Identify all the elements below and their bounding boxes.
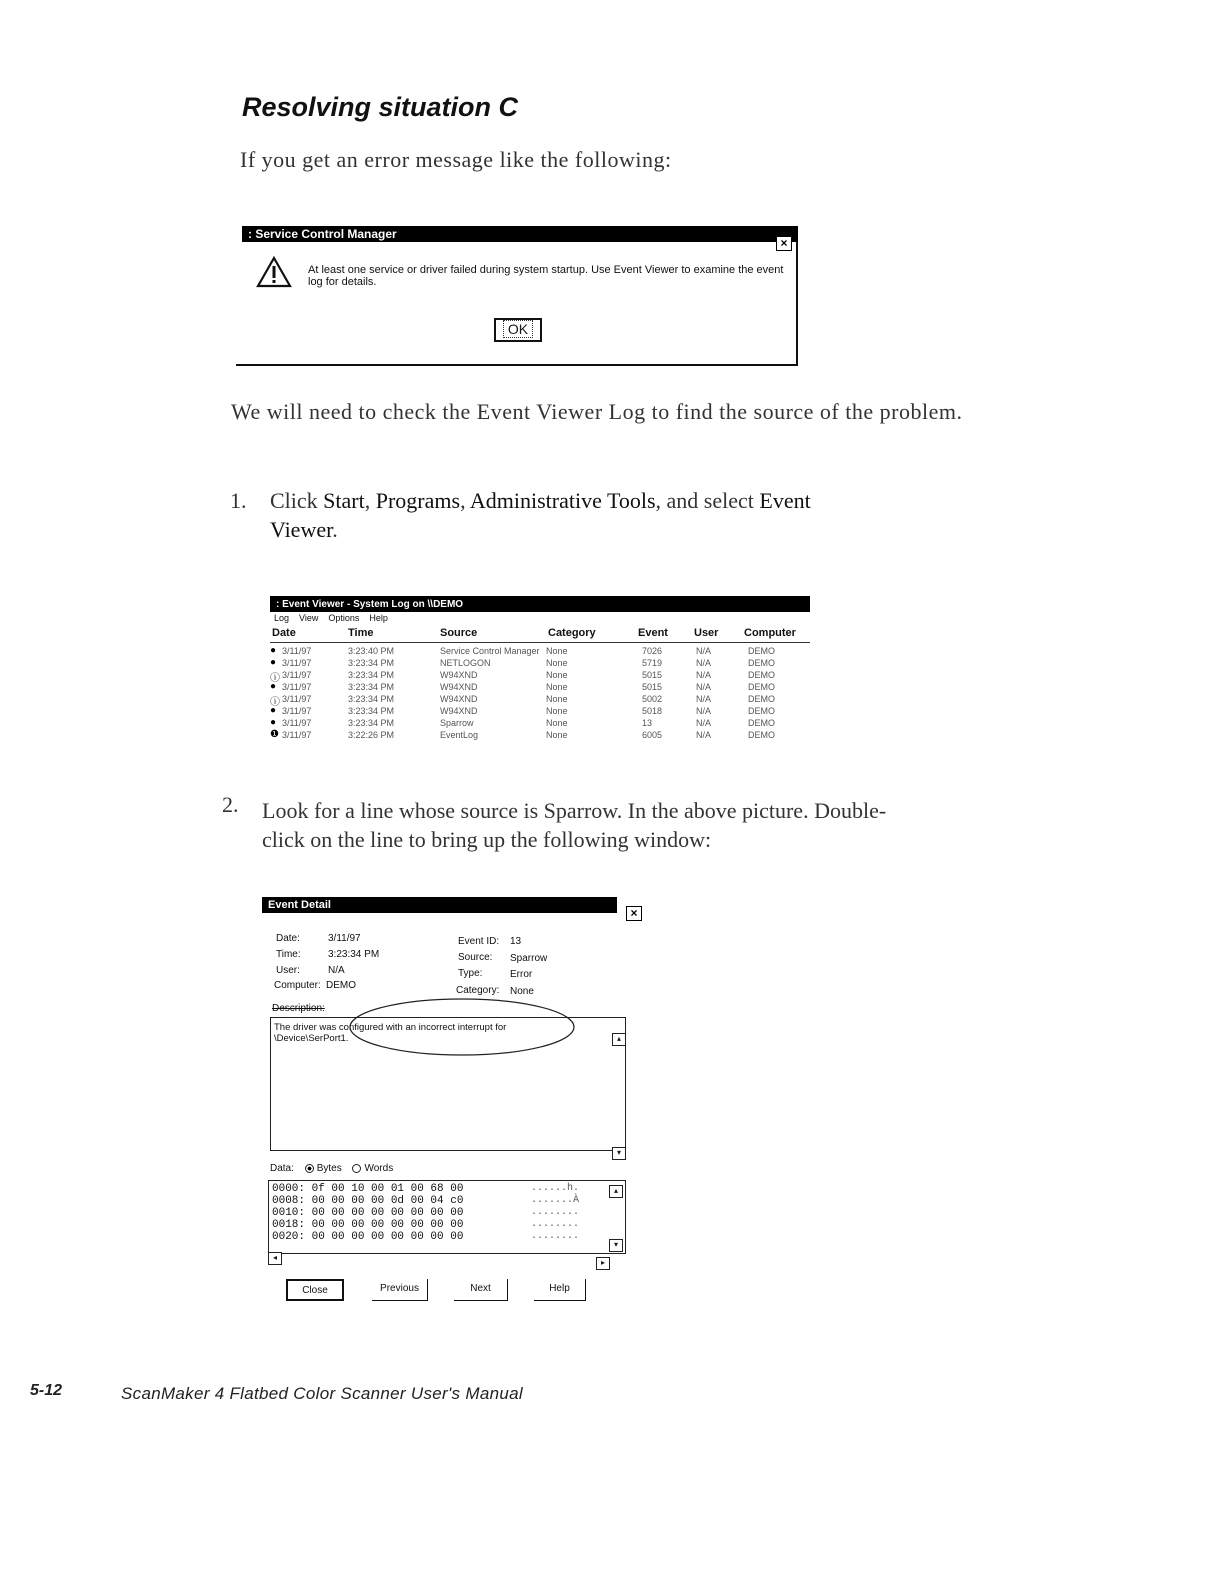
ev-cell-user[interactable]: N/A <box>696 694 712 704</box>
ev-cell-date[interactable]: 3/11/97 <box>282 718 312 728</box>
source-label: Source: <box>458 952 493 963</box>
scm-border-right <box>796 242 798 366</box>
step2-text <box>262 796 1022 854</box>
category-value: None <box>510 986 534 997</box>
step2-number: 2. <box>222 792 239 817</box>
ev-cell-category[interactable]: None <box>546 694 568 704</box>
ev-cell-source[interactable]: Service Control Manager <box>440 646 540 656</box>
ev-cell-event[interactable]: 7026 <box>642 646 663 656</box>
ev-cell-date[interactable]: 3/11/97 <box>282 730 312 740</box>
data-scroll-up-icon[interactable]: ▴ <box>609 1185 623 1198</box>
data-scroll-left-icon[interactable]: ◂ <box>268 1252 282 1265</box>
close-button[interactable]: Close <box>286 1279 344 1301</box>
ev-cell-category[interactable]: None <box>546 682 568 692</box>
menu-help[interactable]: Help <box>369 613 388 623</box>
step1-sep1: , <box>364 488 376 513</box>
ev-title: : Event Viewer - System Log on \\DEMO <box>276 598 464 610</box>
event-type-icon: ● <box>270 705 277 716</box>
ev-cell-time[interactable]: 3:22:26 PM <box>348 730 395 740</box>
step1-pre: Click <box>270 488 324 513</box>
ev-cell-user[interactable]: N/A <box>696 646 712 656</box>
step1-number: 1. <box>230 488 247 513</box>
date-label: Date: <box>276 933 300 944</box>
type-value: Error <box>510 969 533 980</box>
ev-cell-category[interactable]: None <box>546 706 568 716</box>
ev-cell-computer[interactable]: DEMO <box>748 706 775 716</box>
ev-cell-date[interactable]: 3/11/97 <box>282 682 312 692</box>
ev-menubar <box>274 613 388 623</box>
col-computer[interactable]: Computer <box>744 627 796 639</box>
step1-viewer: Viewer <box>270 517 333 542</box>
category-label: Category: <box>456 985 500 996</box>
ev-cell-source[interactable]: W94XND <box>440 670 478 680</box>
ev-cell-source[interactable]: NETLOGON <box>440 658 491 668</box>
section-heading: Resolving situation C <box>242 92 519 122</box>
col-time[interactable]: Time <box>348 627 374 639</box>
ev-cell-user[interactable]: N/A <box>696 730 712 740</box>
step1-programs: Programs <box>375 488 461 513</box>
ev-cell-category[interactable]: None <box>546 670 568 680</box>
ev-cell-date[interactable]: 3/11/97 <box>282 706 312 716</box>
ev-cell-time[interactable]: 3:23:34 PM <box>348 670 395 680</box>
footer-page-number: 5-12 <box>30 1382 63 1399</box>
step2-line2: click on the line to bring up the following window: <box>262 827 712 852</box>
ev-cell-date[interactable]: 3/11/97 <box>282 658 312 668</box>
ev-cell-computer[interactable]: DEMO <box>748 694 775 704</box>
hex-data-box[interactable] <box>268 1180 626 1254</box>
event-viewer-window <box>270 596 810 758</box>
check-log-paragraph: We will need to check the Event Viewer Log to find the source of the problem. <box>231 399 963 424</box>
ev-cell-event[interactable]: 5018 <box>642 706 663 716</box>
event-type-icon: ● <box>270 717 277 728</box>
step1-event: Event <box>759 488 811 513</box>
ev-cell-event[interactable]: 6005 <box>642 730 663 740</box>
data-scroll-down-icon[interactable]: ▾ <box>609 1239 623 1252</box>
ascii-row: ........ <box>531 1207 580 1218</box>
description-text: The driver was configured with an incorrect interrupt for \Device\SerPort1. <box>274 1022 507 1044</box>
data-label: Data: <box>270 1163 294 1174</box>
time-value: 3:23:34 PM <box>328 949 380 960</box>
ed-titlebar <box>262 897 617 913</box>
description-label: Description: <box>272 1003 325 1014</box>
help-button[interactable]: Help <box>534 1279 586 1301</box>
computer-label: Computer: <box>274 980 321 991</box>
ev-cell-date[interactable]: 3/11/97 <box>282 670 312 680</box>
computer-value: DEMO <box>326 980 356 991</box>
ev-cell-user[interactable]: N/A <box>696 718 712 728</box>
event-type-icon: ● <box>270 681 277 692</box>
menu-view[interactable]: View <box>299 613 319 623</box>
date-value: 3/11/97 <box>328 933 361 944</box>
ev-cell-source[interactable]: EventLog <box>440 730 479 740</box>
data-radio-group <box>270 1163 393 1174</box>
time-label: Time: <box>276 949 301 960</box>
hex-row: 0020: 00 00 00 00 00 00 00 00 <box>272 1231 464 1243</box>
ascii-row: ........ <box>531 1231 580 1242</box>
ev-cell-date[interactable]: 3/11/97 <box>282 646 312 656</box>
ev-cell-computer[interactable]: DEMO <box>748 646 775 656</box>
event-type-icon: ⓘ <box>270 673 280 684</box>
ed-close-icon[interactable]: × <box>626 906 642 921</box>
ev-cell-time[interactable]: 3:23:40 PM <box>348 646 395 656</box>
event-type-icon: ❶ <box>270 729 279 740</box>
ev-cell-user[interactable]: N/A <box>696 658 712 668</box>
data-scroll-right-icon[interactable]: ▸ <box>596 1257 610 1270</box>
words-radio[interactable] <box>352 1164 361 1173</box>
col-event[interactable]: Event <box>638 627 668 639</box>
ev-cell-event[interactable]: 5002 <box>642 694 663 704</box>
desc-scroll-down-icon[interactable]: ▾ <box>612 1147 626 1160</box>
hex-row: 0000: 0f 00 10 00 01 00 68 00 <box>272 1183 464 1195</box>
words-label: Words <box>364 1163 394 1174</box>
ev-cell-event[interactable]: 13 <box>642 718 653 728</box>
ev-titlebar <box>270 596 810 612</box>
ev-cell-event[interactable]: 5015 <box>642 670 663 680</box>
ev-cell-source[interactable]: W94XND <box>440 706 478 716</box>
col-category[interactable]: Category <box>548 627 596 639</box>
ev-cell-user[interactable]: N/A <box>696 706 712 716</box>
ascii-row: ......h. <box>531 1183 580 1194</box>
ev-cell-source[interactable]: W94XND <box>440 682 478 692</box>
previous-button[interactable]: Previous <box>372 1279 428 1301</box>
ev-cell-source[interactable]: W94XND <box>440 694 478 704</box>
col-source[interactable]: Source <box>440 627 478 639</box>
ev-cell-computer[interactable]: DEMO <box>748 718 775 728</box>
ev-cell-computer[interactable]: DEMO <box>748 730 775 740</box>
bytes-label: Bytes <box>316 1163 342 1174</box>
ev-cell-category[interactable]: None <box>546 658 568 668</box>
ascii-row: .......À <box>531 1195 580 1206</box>
ev-cell-time[interactable]: 3:23:34 PM <box>348 694 395 704</box>
service-control-manager-dialog <box>242 226 798 366</box>
step2-line1: Look for a line whose source is Sparrow. In the above picture. Double- <box>262 798 887 823</box>
ev-cell-time[interactable]: 3:23:34 PM <box>348 658 395 668</box>
step1-end: . <box>332 517 338 542</box>
step1-admin-tools: Administrative Tools <box>469 488 656 513</box>
step1-mid: , and select <box>655 488 760 513</box>
ascii-row: ........ <box>531 1219 580 1230</box>
desc-scroll-up-icon[interactable]: ▴ <box>612 1033 626 1046</box>
hex-row: 0010: 00 00 00 00 00 00 00 00 <box>272 1207 464 1219</box>
ok-label: OK <box>503 320 533 338</box>
event-id-label: Event ID: <box>458 936 500 947</box>
next-button[interactable]: Next <box>454 1279 508 1301</box>
scm-titlebar <box>242 226 798 242</box>
user-label: User: <box>276 965 300 976</box>
ev-cell-event[interactable]: 5015 <box>642 682 663 692</box>
ev-cell-category[interactable]: None <box>546 718 568 728</box>
ev-cell-time[interactable]: 3:23:34 PM <box>348 718 395 728</box>
scm-border-bottom <box>236 364 798 366</box>
ev-cell-computer[interactable]: DEMO <box>748 670 775 680</box>
ed-title: Event Detail <box>268 899 331 911</box>
ok-button[interactable] <box>494 318 542 342</box>
ev-cell-category[interactable]: None <box>546 730 568 740</box>
scm-title: : Service Control Manager <box>248 227 397 241</box>
ev-cell-category[interactable]: None <box>546 646 568 656</box>
menu-log[interactable]: Log <box>274 613 290 623</box>
ev-cell-user[interactable]: N/A <box>696 670 712 680</box>
ev-cell-event[interactable]: 5719 <box>642 658 663 668</box>
hex-row: 0008: 00 00 00 00 0d 00 04 c0 <box>272 1195 464 1207</box>
bytes-radio[interactable] <box>305 1164 314 1173</box>
ev-cell-computer[interactable]: DEMO <box>748 658 775 668</box>
col-user[interactable]: User <box>694 627 719 639</box>
scm-message: At least one service or driver failed during system startup. Use Event Viewer to examine the event log for details. <box>308 264 784 288</box>
event-detail-window <box>262 897 647 1317</box>
footer-title: ScanMaker 4 Flatbed Color Scanner User's Manual <box>121 1384 523 1403</box>
ev-header-divider <box>270 642 810 643</box>
event-type-icon: ● <box>270 657 277 668</box>
event-type-icon: ● <box>270 645 277 656</box>
type-label: Type: <box>458 968 483 979</box>
source-value: Sparrow <box>510 953 548 964</box>
step1-sep2: , <box>460 488 470 513</box>
warning-icon <box>256 256 292 288</box>
step1-text <box>270 486 950 544</box>
ev-cell-date[interactable]: 3/11/97 <box>282 694 312 704</box>
ev-cell-time[interactable]: 3:23:34 PM <box>348 706 395 716</box>
step1-start: Start <box>323 488 365 513</box>
ev-cell-computer[interactable]: DEMO <box>748 682 775 692</box>
ev-cell-source[interactable]: Sparrow <box>440 718 474 728</box>
intro-paragraph: If you get an error message like the following: <box>240 147 672 172</box>
sparrow-highlight-oval <box>262 997 592 1057</box>
menu-options[interactable]: Options <box>328 613 360 623</box>
event-type-icon: ⓘ <box>270 697 280 708</box>
hex-row: 0018: 00 00 00 00 00 00 00 00 <box>272 1219 464 1231</box>
event-id-value: 13 <box>510 936 522 947</box>
ev-cell-time[interactable]: 3:23:34 PM <box>348 682 395 692</box>
ev-cell-user[interactable]: N/A <box>696 682 712 692</box>
col-date[interactable]: Date <box>272 627 296 639</box>
scm-close-button[interactable]: × <box>776 236 792 251</box>
user-value: N/A <box>328 965 345 976</box>
